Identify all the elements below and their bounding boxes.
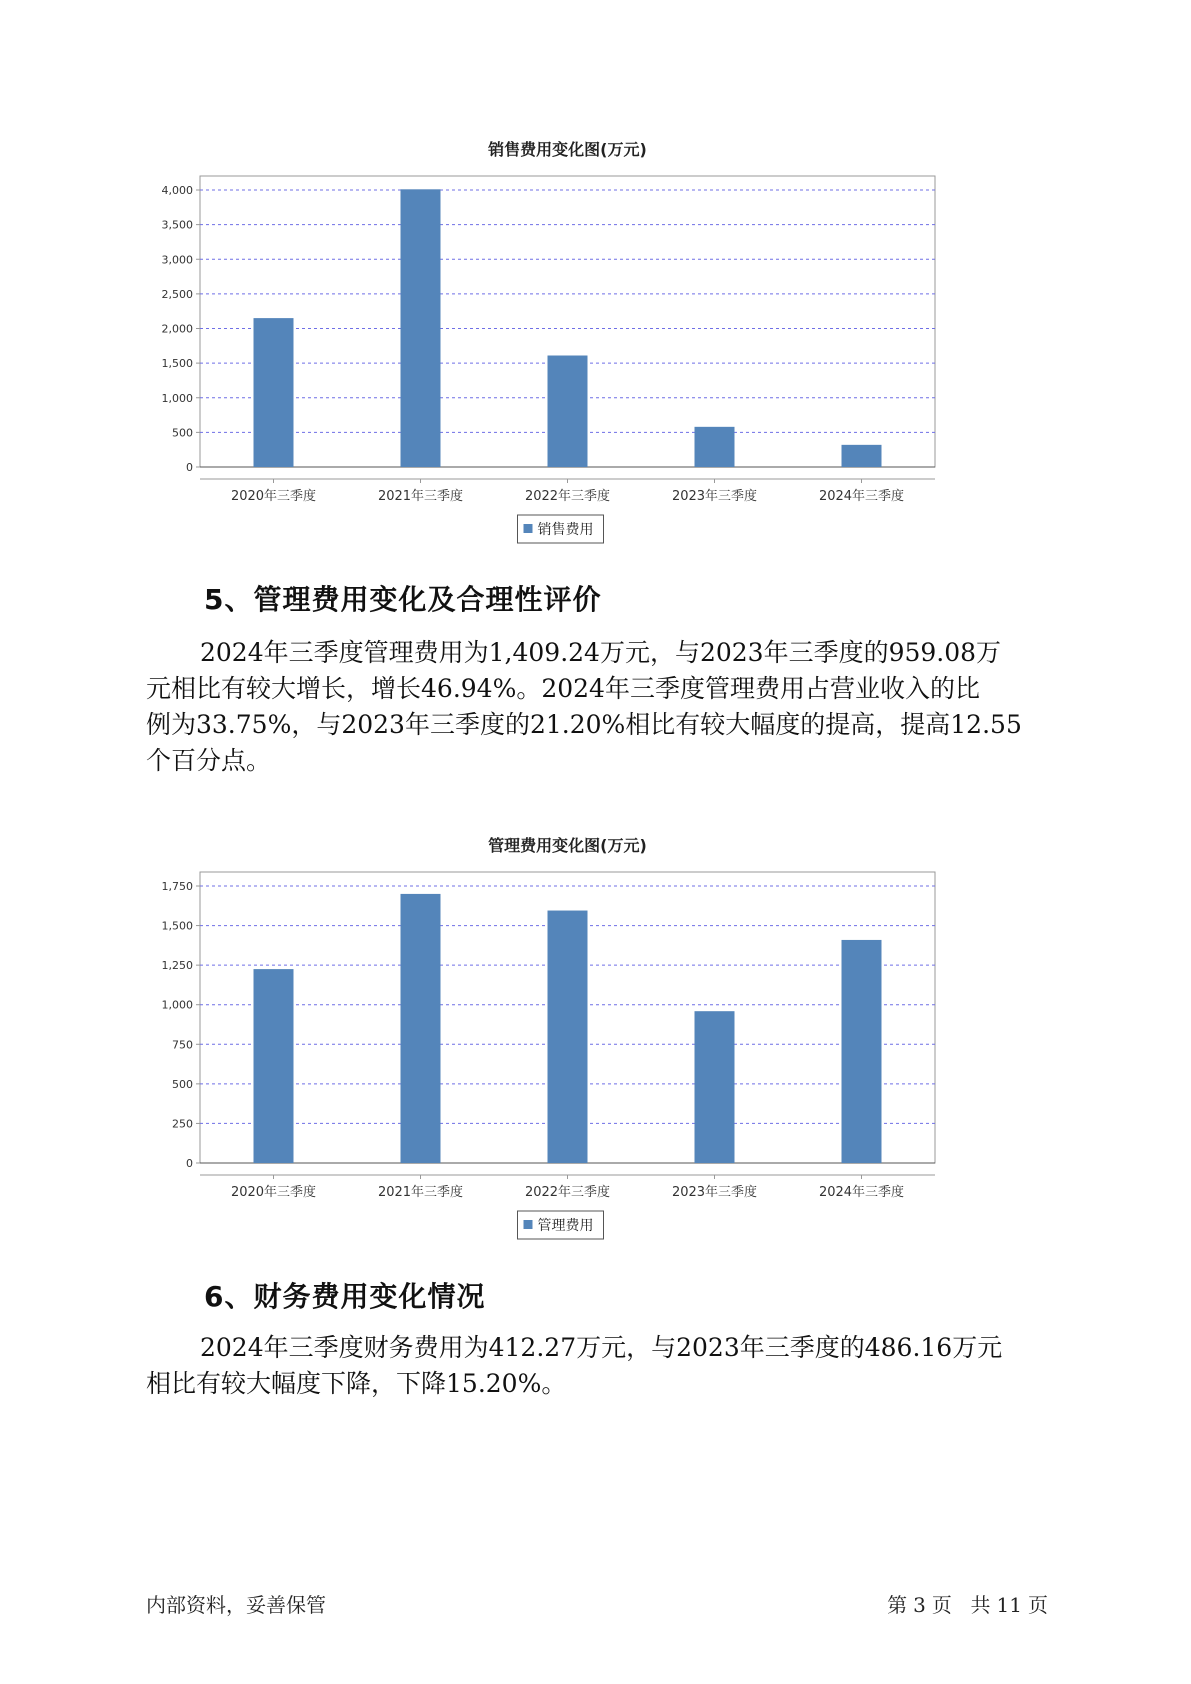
x-tick-label: 2020年三季度 bbox=[230, 1185, 317, 1200]
paragraph-line: 例为33.75%，与2023年三季度的21.20%相比有较大幅度的提高，提高12.55 bbox=[146, 710, 1022, 739]
bar bbox=[548, 356, 588, 467]
financial-expense-paragraph bbox=[146, 1330, 1060, 1402]
chart-legend bbox=[518, 515, 604, 543]
footer-page-indicator bbox=[884, 1589, 1051, 1618]
y-tick-label: 3,000 bbox=[161, 253, 193, 267]
sales-expense-chart-svg bbox=[140, 128, 1040, 548]
footer-confidential-note: 内部资料，妥善保管 bbox=[146, 1593, 326, 1617]
legend-swatch bbox=[524, 1220, 533, 1229]
total-unit: 页 bbox=[1028, 1593, 1048, 1617]
management-expense-paragraph bbox=[146, 635, 1060, 779]
x-tick-label: 2023年三季度 bbox=[671, 489, 758, 504]
bar bbox=[401, 189, 441, 467]
management-expense-chart-svg bbox=[140, 824, 1040, 1244]
page-prefix: 第 bbox=[887, 1593, 908, 1617]
y-tick-label: 500 bbox=[172, 426, 193, 440]
paragraph-line: 相比有较大幅度下降，下降15.20%。 bbox=[146, 1369, 567, 1398]
total-prefix: 共 bbox=[970, 1593, 991, 1617]
y-tick-label: 750 bbox=[172, 1038, 193, 1052]
x-tick-label: 2020年三季度 bbox=[230, 489, 317, 504]
bar bbox=[695, 1011, 735, 1163]
legend-label: 销售费用 bbox=[537, 522, 594, 538]
paragraph-line: 个百分点。 bbox=[146, 746, 272, 775]
page-unit: 页 bbox=[931, 1593, 952, 1617]
sales-expense-chart bbox=[140, 128, 1040, 548]
x-tick-label: 2023年三季度 bbox=[671, 1185, 758, 1200]
bar bbox=[548, 911, 588, 1163]
section-heading-financial-expense: 6、财务费用变化情况 bbox=[204, 1280, 486, 1313]
y-tick-label: 1,250 bbox=[161, 959, 193, 973]
x-tick-label: 2022年三季度 bbox=[524, 489, 611, 504]
y-tick-label: 0 bbox=[186, 1157, 193, 1170]
y-tick-label: 2,000 bbox=[161, 322, 193, 336]
y-tick-label: 2,500 bbox=[161, 287, 193, 301]
y-tick-label: 3,500 bbox=[161, 218, 193, 232]
total-pages: 11 bbox=[996, 1593, 1022, 1617]
x-tick-label: 2022年三季度 bbox=[524, 1185, 611, 1200]
bar bbox=[254, 318, 294, 467]
legend-swatch bbox=[524, 524, 533, 533]
bar bbox=[401, 894, 441, 1163]
chart-title: 销售费用变化图(万元) bbox=[488, 140, 647, 159]
x-tick-label: 2024年三季度 bbox=[818, 489, 905, 504]
page-number: 3 bbox=[913, 1593, 926, 1617]
paragraph-line: 2024年三季度管理费用为1,409.24万元，与2023年三季度的959.08万 bbox=[200, 638, 1002, 667]
y-tick-label: 1,500 bbox=[161, 919, 193, 933]
management-expense-chart bbox=[140, 824, 1040, 1244]
y-tick-label: 1,750 bbox=[161, 880, 193, 893]
bar bbox=[842, 445, 882, 467]
chart-title: 管理费用变化图(万元) bbox=[488, 836, 647, 855]
x-tick-label: 2021年三季度 bbox=[377, 489, 464, 504]
bar bbox=[842, 940, 882, 1163]
paragraph-line: 2024年三季度财务费用为412.27万元，与2023年三季度的486.16万元 bbox=[200, 1333, 1003, 1362]
y-tick-label: 1,000 bbox=[161, 391, 193, 405]
paragraph-line: 元相比有较大增长，增长46.94%。2024年三季度管理费用占营业收入的比 bbox=[146, 674, 980, 703]
chart-legend bbox=[518, 1211, 604, 1239]
y-tick-label: 0 bbox=[186, 461, 193, 474]
bar bbox=[695, 427, 735, 467]
y-tick-label: 500 bbox=[172, 1077, 193, 1091]
x-tick-label: 2021年三季度 bbox=[377, 1185, 464, 1200]
y-tick-label: 1,000 bbox=[161, 998, 193, 1012]
y-tick-label: 250 bbox=[172, 1117, 193, 1131]
legend-label: 管理费用 bbox=[537, 1218, 594, 1234]
section-heading-management-expense: 5、管理费用变化及合理性评价 bbox=[204, 583, 602, 616]
y-tick-label: 4,000 bbox=[161, 184, 193, 197]
bar bbox=[254, 969, 294, 1163]
y-tick-label: 1,500 bbox=[161, 357, 193, 371]
x-tick-label: 2024年三季度 bbox=[818, 1185, 905, 1200]
